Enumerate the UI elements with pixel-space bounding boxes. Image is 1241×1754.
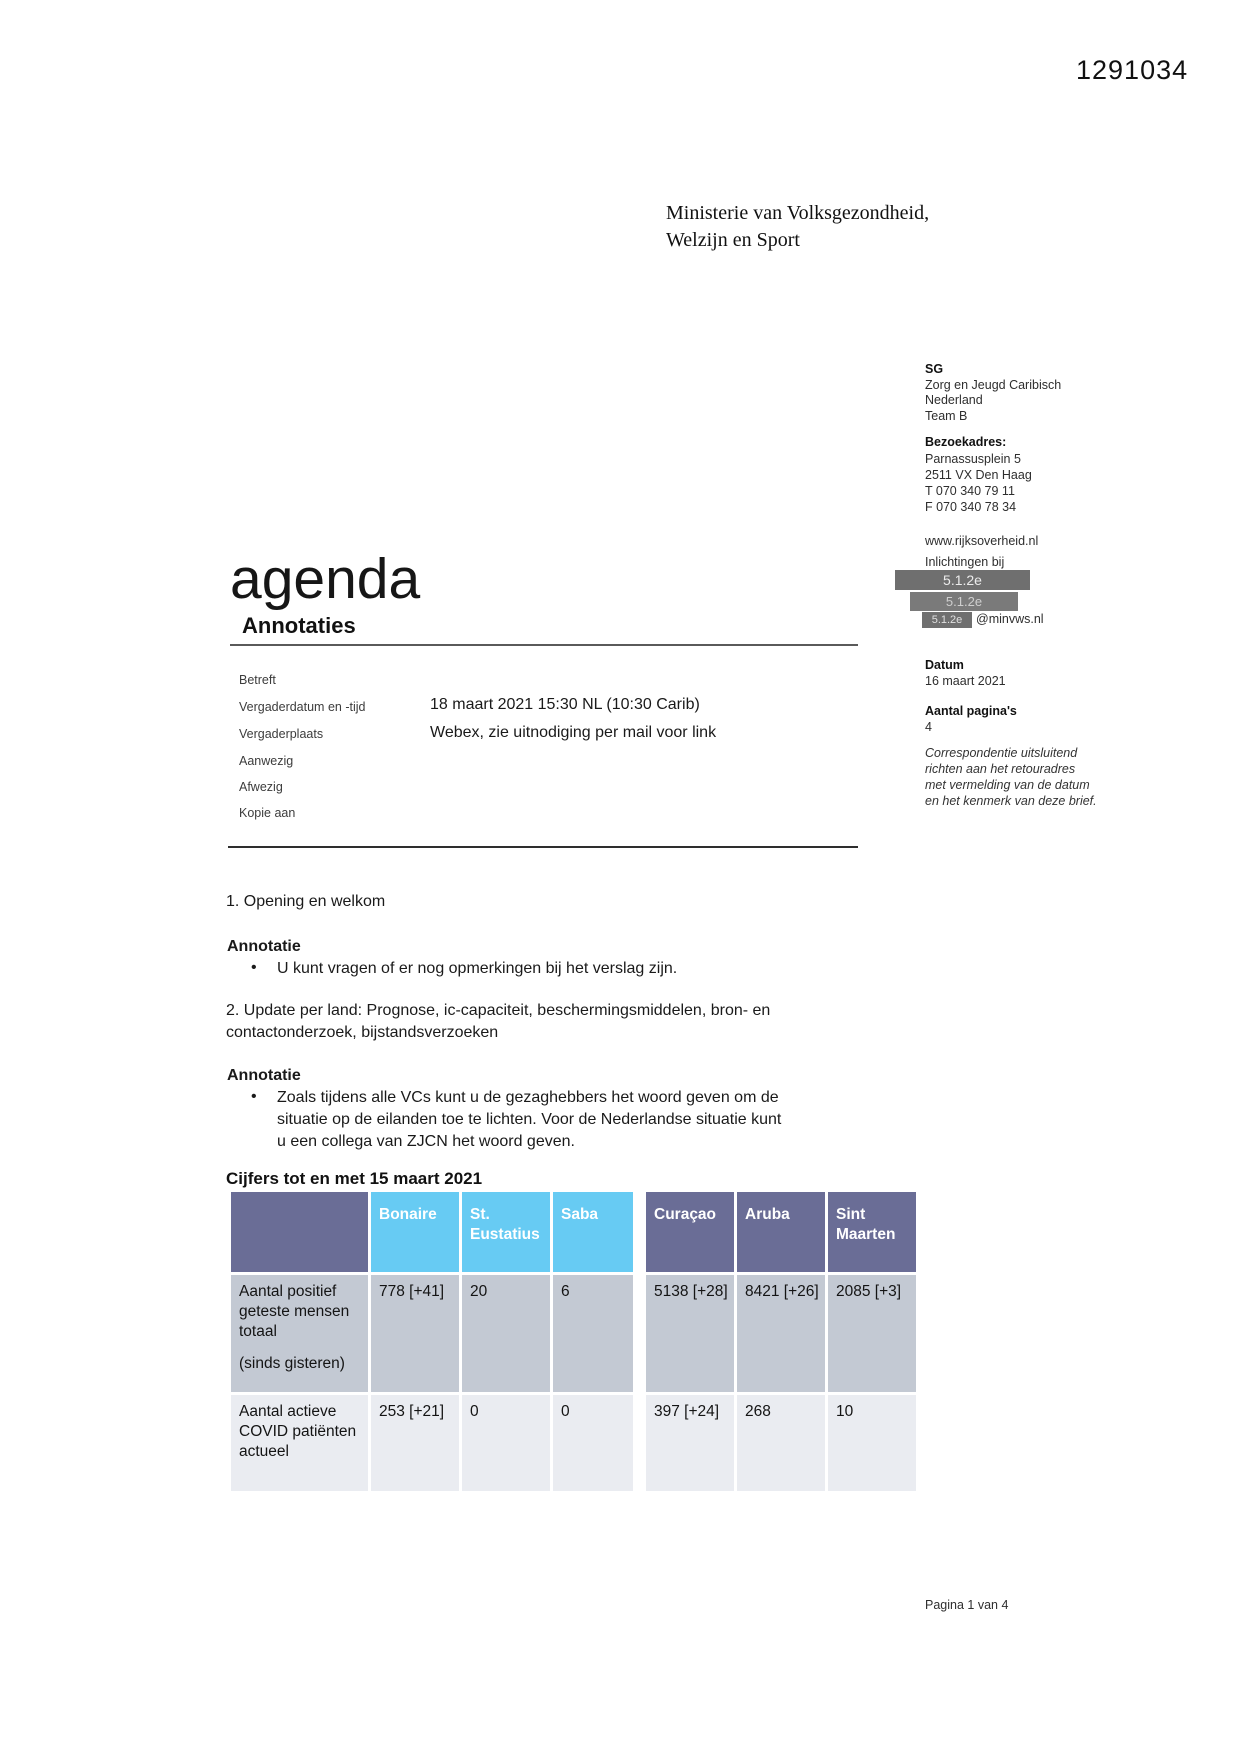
sidebar-datum-value: 16 maart 2021 bbox=[925, 673, 1006, 688]
page-subtitle: Annotaties bbox=[242, 613, 356, 638]
agenda-item-2: 2. Update per land: Prognose, ic-capaciteit, beschermingsmiddelen, bron- en contactonderzoek, bijstandsverzoeken bbox=[226, 1002, 771, 1041]
bullet-icon: • bbox=[251, 1088, 257, 1105]
row-label-text: Aantal actieve COVID patiënten actueel bbox=[239, 1403, 357, 1460]
sidebar-address-line: 2511 VX Den Haag bbox=[925, 467, 1032, 482]
ministry-line-1: Ministerie van Volksgezondheid, bbox=[666, 202, 930, 224]
table-cell: 20 bbox=[462, 1275, 550, 1392]
sidebar-datum bbox=[925, 658, 1100, 689]
table-header-st-eustatius: St. Eustatius bbox=[462, 1192, 550, 1272]
table-cell: 268 bbox=[737, 1395, 825, 1491]
sidebar-address-label: Bezoekadres: bbox=[925, 435, 1007, 449]
row-label-text: Aantal positief geteste mensen totaal bbox=[239, 1283, 350, 1340]
sidebar-org-line: Zorg en Jeugd Caribisch bbox=[925, 377, 1062, 392]
sidebar-pages-value: 4 bbox=[925, 719, 932, 734]
meta-value-location: Webex, zie uitnodiging per mail voor link bbox=[430, 724, 717, 741]
sidebar-pages-label: Aantal pagina's bbox=[925, 704, 1017, 718]
table-header-curacao: Curaçao bbox=[646, 1192, 734, 1272]
sidebar-organisation bbox=[925, 362, 1100, 424]
annotatie-heading-2: Annotatie bbox=[227, 1067, 301, 1084]
annotatie-heading-1: Annotatie bbox=[227, 938, 301, 955]
redaction-block: 5.1.2e bbox=[922, 612, 972, 628]
table-caption: Cijfers tot en met 15 maart 2021 bbox=[226, 1169, 483, 1188]
page-title: agenda bbox=[230, 547, 421, 611]
table-cell: 8421 [+26] bbox=[737, 1275, 825, 1392]
table-cell: 253 [+21] bbox=[371, 1395, 459, 1491]
covid-figures-table bbox=[231, 1192, 916, 1491]
table-column-gap bbox=[636, 1192, 643, 1272]
table-header-sint-maarten: Sint Maarten bbox=[828, 1192, 916, 1272]
redaction-block: 5.1.2e bbox=[895, 570, 1030, 590]
sidebar-email-suffix: @minvws.nl bbox=[976, 612, 1044, 626]
table-cell: 0 bbox=[553, 1395, 633, 1491]
annotatie-bullet-2: Zoals tijdens alle VCs kunt u de gezaghebbers het woord geven om de situatie op de eilanden toe te lichten. Voor de Nederlandse situatie kunt u een collega van ZJCN het woord geven. bbox=[277, 1089, 782, 1150]
sidebar-org-line: Nederland bbox=[925, 393, 983, 407]
table-header-bonaire: Bonaire bbox=[371, 1192, 459, 1272]
document-id-number: 1291034 bbox=[1076, 55, 1189, 85]
table-header-saba: Saba bbox=[553, 1192, 633, 1272]
row-label-note: (sinds gisteren) bbox=[239, 1355, 345, 1372]
meta-label-kopie-aan: Kopie aan bbox=[239, 806, 296, 820]
sidebar-contact-label: Inlichtingen bij bbox=[925, 555, 1005, 569]
sidebar-visiting-address bbox=[925, 435, 1100, 515]
sidebar-org-line: Team B bbox=[925, 408, 968, 423]
table-cell: 0 bbox=[462, 1395, 550, 1491]
agenda-item-1: 1. Opening en welkom bbox=[226, 893, 386, 910]
redaction-block: 5.1.2e bbox=[910, 592, 1018, 611]
table-column-gap bbox=[636, 1275, 643, 1392]
meta-label-afwezig: Afwezig bbox=[239, 780, 283, 794]
table-cell: 2085 [+3] bbox=[828, 1275, 916, 1392]
sidebar-address-line: T 070 340 79 11 bbox=[925, 483, 1015, 498]
sidebar-address-line: F 070 340 78 34 bbox=[925, 500, 1017, 515]
ministry-line-2: Welzijn en Sport bbox=[666, 229, 800, 251]
table-row-label bbox=[231, 1395, 368, 1491]
horizontal-rule-top bbox=[230, 644, 858, 646]
sidebar-address-line: Parnassusplein 5 bbox=[925, 451, 1021, 466]
page-number-footer: Pagina 1 van 4 bbox=[925, 1598, 1009, 1612]
ministry-letterhead bbox=[666, 200, 929, 254]
meta-value-datetime: 18 maart 2021 15:30 NL (10:30 Carib) bbox=[430, 696, 700, 713]
sidebar-org-title: SG bbox=[925, 362, 944, 376]
sidebar-datum-label: Datum bbox=[925, 658, 964, 672]
table-cell: 10 bbox=[828, 1395, 916, 1491]
table-column-gap bbox=[636, 1395, 643, 1491]
table-row-label bbox=[231, 1275, 368, 1392]
table-cell: 397 [+24] bbox=[646, 1395, 734, 1491]
table-header-aruba: Aruba bbox=[737, 1192, 825, 1272]
sidebar-correspondence-note: Correspondentie uitsluitend richten aan het retouradres met vermelding van de datum en het kenmerk van deze brief. bbox=[925, 746, 1097, 808]
meta-label-aanwezig: Aanwezig bbox=[239, 754, 294, 768]
sidebar-website: www.rijksoverheid.nl bbox=[925, 534, 1039, 548]
table-cell: 6 bbox=[553, 1275, 633, 1392]
meta-label-vergaderdatum: Vergaderdatum en -tijd bbox=[239, 700, 366, 714]
sidebar-page-count bbox=[925, 704, 1100, 735]
annotatie-bullet-1: U kunt vragen of er nog opmerkingen bij het verslag zijn. bbox=[277, 960, 678, 977]
bullet-icon: • bbox=[251, 959, 257, 976]
table-cell: 778 [+41] bbox=[371, 1275, 459, 1392]
table-cell: 5138 [+28] bbox=[646, 1275, 734, 1392]
meta-label-vergaderplaats: Vergaderplaats bbox=[239, 727, 324, 741]
horizontal-rule-bottom bbox=[228, 846, 858, 848]
table-header-empty bbox=[231, 1192, 368, 1272]
meta-label-betreft: Betreft bbox=[239, 673, 276, 687]
